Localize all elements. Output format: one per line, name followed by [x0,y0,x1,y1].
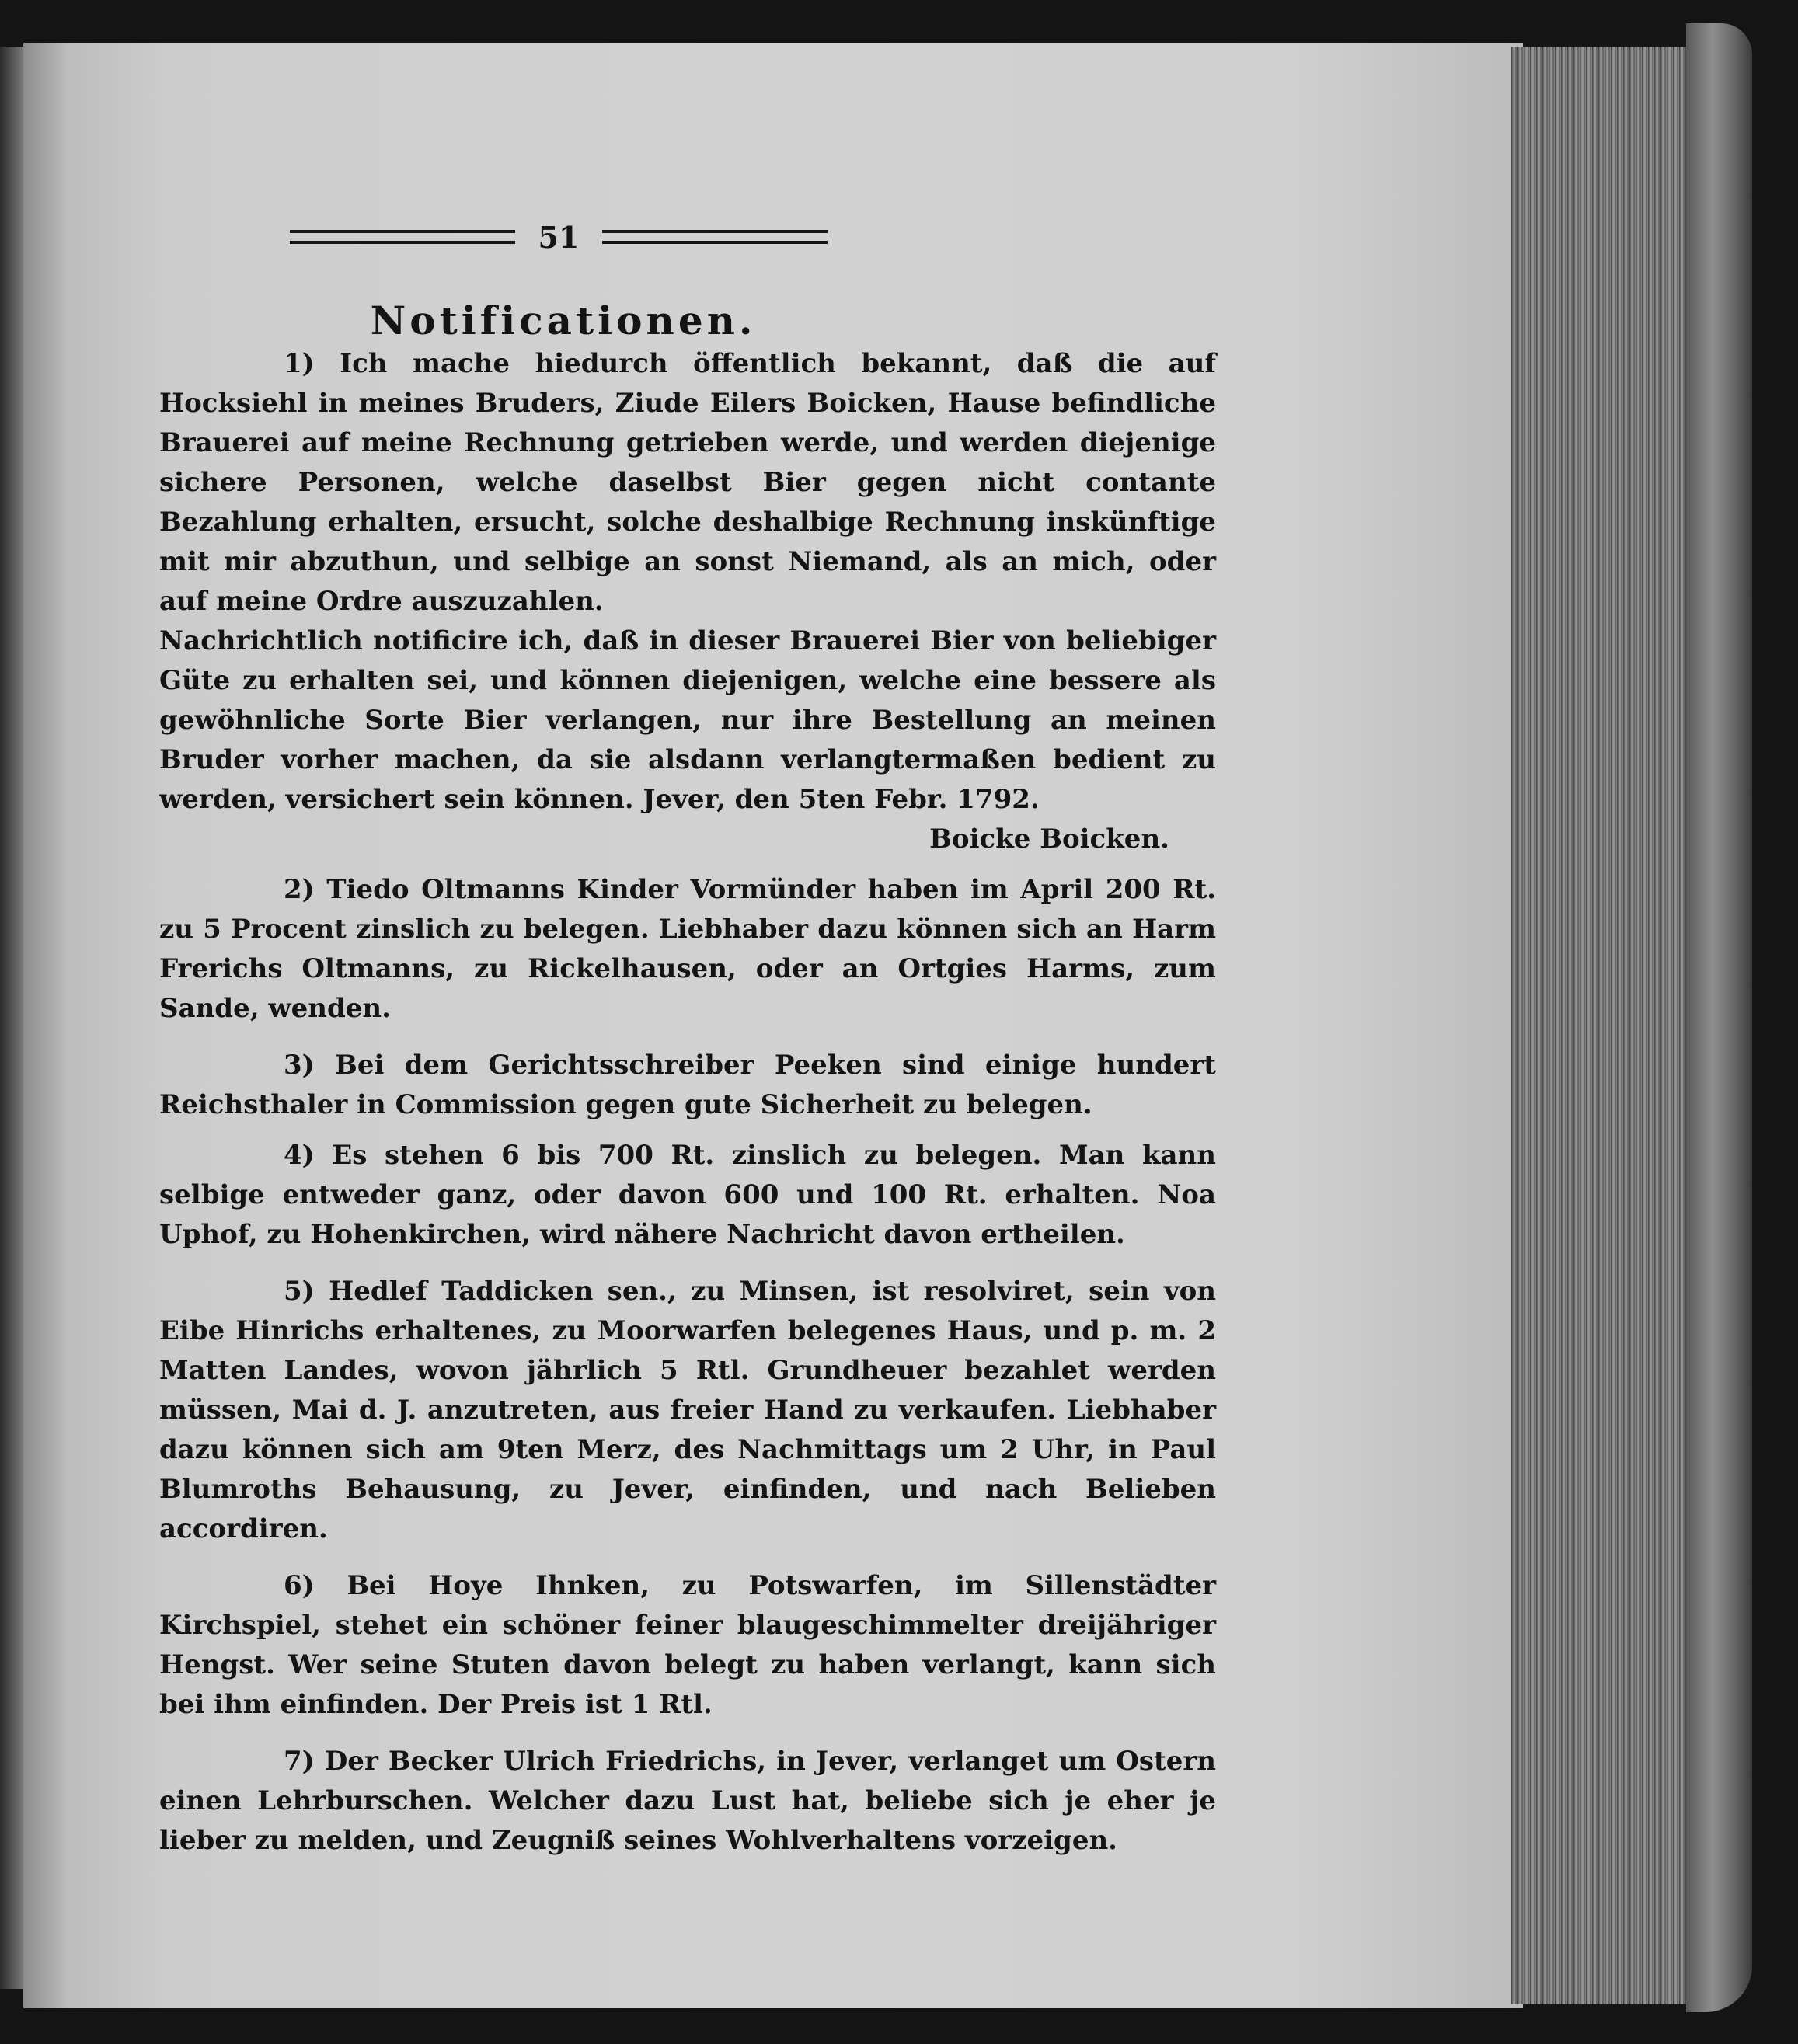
page-header [155,219,963,255]
book-cover [1686,23,1752,2012]
notice-4 [159,1136,1216,1255]
header-rule-left [290,230,515,244]
notices-text [159,344,1216,1861]
notice-6 [159,1566,1216,1725]
notice-paragraph: 7) Der Becker Ulrich Friedrichs, in Jever, verlanget um Ostern einen Lehrburschen. Welcher dazu Lust hat, beliebe sich je eher je lieber zu melden, und Zeugniß seines Wohlverhaltens vorzeigen. [159,1746,1216,1856]
notice-paragraph: 3) Bei dem Gerichtsschreiber Peeken sind einige hundert Reichsthaler in Commission gegen gute Sicherheit zu belegen. [159,1050,1216,1120]
notice-1 [159,344,1216,859]
notice-paragraph: Nachrichtlich notificire ich, daß in dieser Brauerei Bier von beliebiger Güte zu erhalten sei, und können diejenigen, welche eine bessere als gewöhnliche Sorte Bier verlangen, nur ihre Bestellung an meinen Bruder vorher machen, da sie alsdann verlangtermaßen bedient zu werden, versichert sein können. Jever, den 5ten Febr. 1792. [159,625,1216,815]
notice-3 [159,1046,1216,1125]
notice-7 [159,1742,1216,1861]
notice-paragraph: 6) Bei Hoye Ihnken, zu Potswarfen, im Sillenstädter Kirchspiel, stehet ein schöner feiner blaugeschimmelter dreijähriger Hengst. Wer seine Stuten davon belegt zu haben verlangt, kann sich bei ihm einfinden. Der Preis ist 1 Rtl. [159,1570,1216,1720]
notice-paragraph: 1) Ich mache hiedurch öffentlich bekannt, daß die auf Hocksiehl in meines Bruders, Ziude Eilers Boicken, Hause befindliche Brauerei auf meine Rechnung getrieben werde, und werden diejenige sichere Personen, welche daselbst Bier gegen nicht contante Bezahlung erhalten, ersucht, solche deshalbige Rechnung inskünftige mit mir abzuthun, und selbige an sonst Niemand, als an mich, oder auf meine Ordre auszuzahlen. [159,348,1216,617]
page-edges [1511,47,1690,2004]
notice-paragraph: 4) Es stehen 6 bis 700 Rt. zinslich zu belegen. Man kann selbige entweder ganz, oder davon 600 und 100 Rt. erhalten. Noa Uphof, zu Hohenkirchen, wird nähere Nachricht davon ertheilen. [159,1140,1216,1250]
notice-5 [159,1272,1216,1549]
header-rule-right [602,230,828,244]
section-heading: Notificationen. [370,298,757,343]
notice-paragraph: 5) Hedlef Taddicken sen., zu Minsen, ist resolviret, sein von Eibe Hinrichs erhaltenes, zu Moorwarfen belegenes Haus, und p. m. 2 Matten Landes, wovon jährlich 5 Rtl. Grundheuer bezahlet werden müssen, Mai d. J. anzutreten, aus freier Hand zu verkaufen. Liebhaber dazu können sich am 9ten Merz, des Nachmittags um 2 Uhr, in Paul Blumroths Behausung, zu Jever, einfinden, und nach Belieben accordiren. [159,1276,1216,1544]
notice-paragraph: 2) Tiedo Oltmanns Kinder Vormünder haben im April 200 Rt. zu 5 Procent zinslich zu belegen. Liebhaber dazu können sich an Harm Frerichs Oltmanns, zu Rickelhausen, oder an Ortgies Harms, zum Sande, wenden. [159,874,1216,1024]
notice-2 [159,870,1216,1029]
page-number: 51 [538,219,580,255]
notice-signature: Boicke Boicken. [929,824,1169,855]
page-content [159,221,1216,1861]
